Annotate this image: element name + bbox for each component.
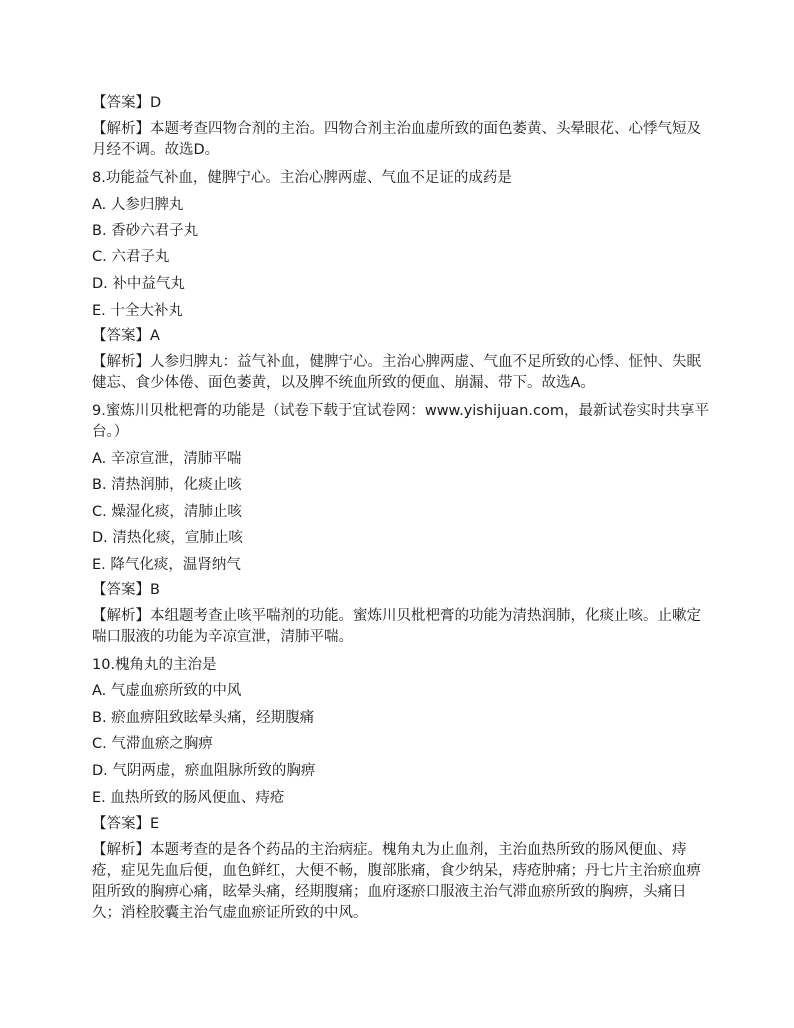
q9-answer: 【答案】B: [92, 582, 160, 598]
q8-option-d: D. 补中益气丸: [92, 276, 185, 292]
q9-analysis: 【解析】本组题考查止咳平喘剂的功能。蜜炼川贝枇杷膏的功能为清热润肺，化痰止咳。止嗽定喘口服液的功能为辛凉宣泄，清肺平喘。: [92, 608, 701, 645]
q8-option-e: E. 十全大补丸: [92, 303, 183, 319]
q10-option-d: D. 气阴两虚，瘀血阻脉所致的胸痹: [92, 763, 316, 779]
q8-option-b: B. 香砂六君子丸: [92, 223, 199, 239]
q8-answer: 【答案】A: [92, 328, 160, 344]
q8-analysis: 【解析】人参归脾丸：益气补血，健脾宁心。主治心脾两虚、气血不足所致的心悸、怔忡、失眠健忘、食少体倦、面色萎黄，以及脾不统血所致的便血、崩漏、带下。故选A。: [92, 354, 701, 391]
q8-option-c: C. 六君子丸: [92, 249, 170, 265]
q7-analysis: 【解析】本题考查四物合剂的主治。四物合剂主治血虚所致的面色萎黄、头晕眼花、心悸气短及月经不调。故选D。: [92, 121, 701, 158]
q10-option-b: B. 瘀血痹阻致眩晕头痛，经期腹痛: [92, 710, 315, 726]
q9-option-c: C. 燥湿化痰，清肺止咳: [92, 504, 242, 520]
q7-answer: 【答案】D: [92, 95, 162, 111]
q9-option-e: E. 降气化痰，温肾纳气: [92, 557, 241, 573]
q10-option-e: E. 血热所致的肠风便血、痔疮: [92, 790, 285, 806]
q9-option-d: D. 清热化痰，宣肺止咳: [92, 530, 243, 546]
q9-question: 9.蜜炼川贝枇杷膏的功能是（试卷下载于宜试卷网：www.yishijuan.com，最新试卷实时共享平台。）: [92, 403, 709, 440]
q8-question: 8.功能益气补血，健脾宁心。主治心脾两虚、气血不足证的成药是: [92, 170, 512, 186]
q10-option-c: C. 气滞血瘀之胸痹: [92, 736, 213, 752]
q8-option-a: A. 人参归脾丸: [92, 197, 184, 213]
q10-answer: 【答案】E: [92, 816, 160, 832]
q10-option-a: A. 气虚血瘀所致的中风: [92, 683, 242, 699]
q9-option-a: A. 辛凉宣泄，清肺平喘: [92, 451, 242, 467]
q10-analysis: 【解析】本题考查的是各个药品的主治病症。槐角丸为止血剂，主治血热所致的肠风便血、痔疮，症见先血后便，血色鲜红，大便不畅，腹部胀痛，食少纳呆，痔疮肿痛；丹七片主治瘀血痹阻所致的胸痹心痛，眩晕头痛，经期腹痛；血府逐瘀口服液主治气滞血瘀所致的胸痹，头痛日久；消栓胶囊主治气虚血瘀证所致的中风。: [92, 842, 701, 921]
q10-question: 10.槐角丸的主治是: [92, 657, 217, 673]
q9-option-b: B. 清热润肺，化痰止咳: [92, 477, 242, 493]
